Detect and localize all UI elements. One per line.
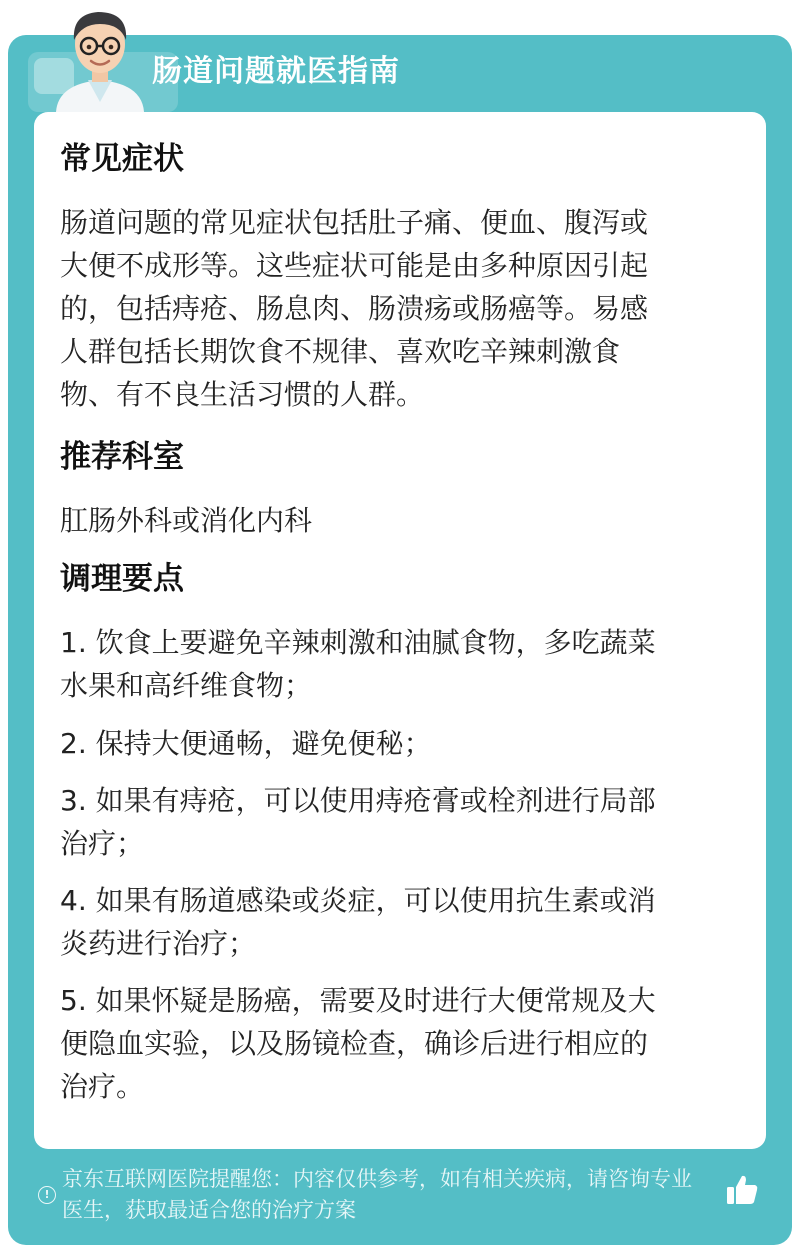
text-line: 物、有不良生活习惯的人群。 — [60, 378, 425, 411]
section-heading: 调理要点 — [60, 561, 184, 597]
list-item-line: 4. 如果有肠道感染或炎症，可以使用抗生素或消 — [60, 884, 656, 917]
text-line: 大便不成形等。这些症状可能是由多种原因引起 — [60, 249, 649, 282]
symptoms-paragraph — [60, 201, 725, 416]
disclaimer-line: 医生，获取最适合您的治疗方案 — [62, 1198, 356, 1222]
text-line: 人群包括长期饮食不规律、喜欢吃辛辣刺激食 — [60, 335, 621, 368]
list-item-line: 5. 如果怀疑是肠癌，需要及时进行大便常规及大 — [60, 984, 656, 1017]
list-item-line: 2. 保持大便通畅，避免便秘； — [60, 727, 432, 760]
text-line: 的，包括痔疮、肠息肉、肠溃疡或肠癌等。易感 — [60, 292, 649, 325]
list-item-line: 3. 如果有痔疮，可以使用痔疮膏或栓剂进行局部 — [60, 784, 656, 817]
text-line: 肠道问题的常见症状包括肚子痛、便血、腹泻或 — [60, 206, 649, 239]
care-item-1 — [60, 621, 725, 707]
list-item-line: 水果和高纤维食物； — [60, 669, 313, 702]
doctor-avatar — [48, 6, 152, 112]
text-line: 肛肠外科或消化内科 — [60, 504, 313, 537]
care-item-5 — [60, 979, 725, 1108]
care-item-2 — [60, 722, 725, 765]
list-item-line: 便隐血实验，以及肠镜检查，确诊后进行相应的 — [60, 1027, 649, 1060]
section-care — [60, 557, 725, 601]
care-item-4 — [60, 879, 725, 965]
thumbs-up-icon[interactable] — [724, 1172, 760, 1208]
list-item-line: 炎药进行治疗； — [60, 927, 257, 960]
list-item-line: 1. 饮食上要避免辛辣刺激和油腻食物，多吃蔬菜 — [60, 626, 656, 659]
section-department — [60, 435, 725, 479]
department-paragraph — [60, 499, 725, 542]
page-title: 肠道问题就医指南 — [152, 54, 400, 89]
section-symptoms — [60, 137, 725, 181]
list-item-line: 治疗； — [60, 827, 145, 860]
section-heading: 常见症状 — [60, 141, 184, 177]
care-item-3 — [60, 779, 725, 865]
info-icon: ! — [38, 1186, 56, 1204]
disclaimer-line: 京东互联网医院提醒您：内容仅供参考，如有相关疾病，请咨询专业 — [62, 1167, 692, 1191]
list-item-line: 治疗。 — [60, 1070, 145, 1103]
section-heading: 推荐科室 — [60, 439, 184, 475]
disclaimer — [62, 1164, 727, 1226]
